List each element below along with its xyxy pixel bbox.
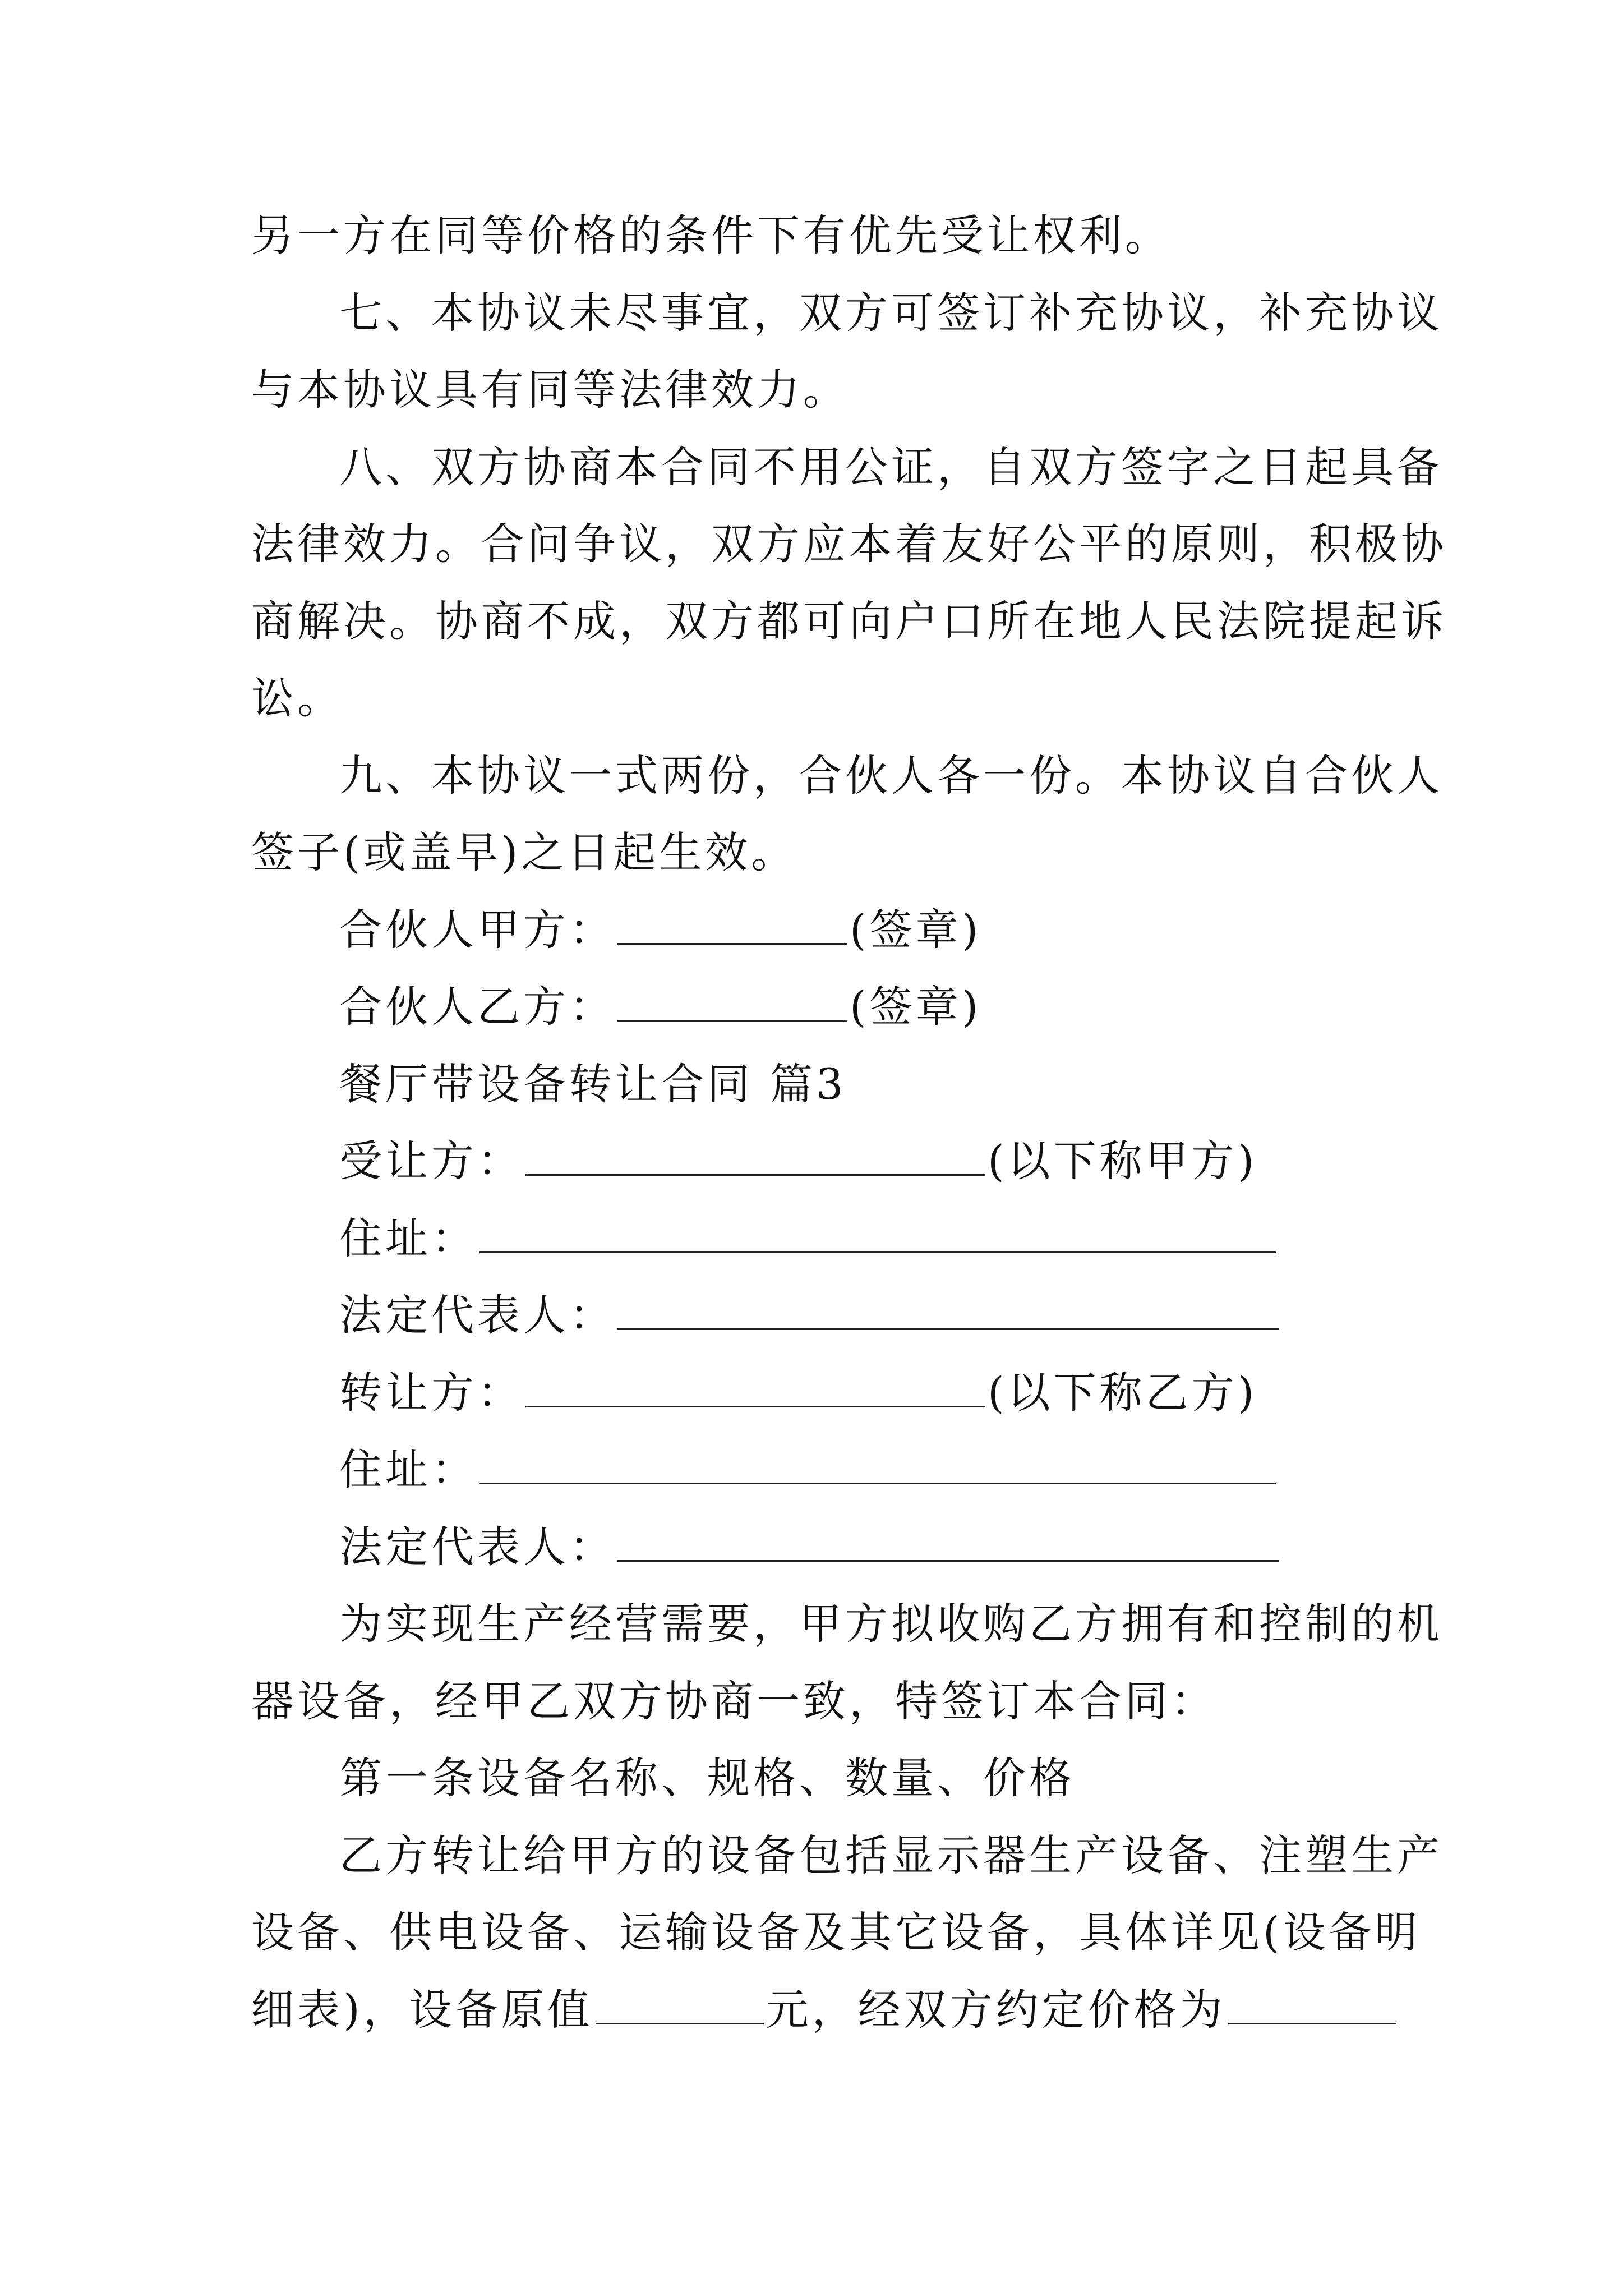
seal-note: (签章) [850, 905, 982, 955]
transferee-blank[interactable] [525, 1135, 985, 1176]
paragraph-line: 九、本协议一式两份，合伙人各一份。本协议自合伙人 [339, 751, 1443, 800]
paragraph-line: 设备、供电设备、运输设备及其它设备，具体详见(设备明 [251, 1907, 1421, 1957]
paragraph-line: 为实现生产经营需要，甲方拟收购乙方拥有和控制的机 [339, 1599, 1443, 1649]
legal-rep-blank[interactable] [617, 1289, 1279, 1330]
legal-rep-blank[interactable] [617, 1521, 1279, 1562]
article-heading: 第一条设备名称、规格、数量、价格 [339, 1753, 1075, 1803]
agreed-price-blank[interactable] [1228, 1984, 1396, 2024]
paragraph-line: 八、双方协商本合同不用公证，自双方签字之日起具备 [339, 442, 1443, 492]
field-label: 法定代表人： [339, 1290, 615, 1340]
transferor-row [339, 1365, 1257, 1421]
paragraph-line: 乙方转让给甲方的设备包括显示器生产设备、注塑生产 [339, 1830, 1443, 1880]
signature-party-a [339, 902, 981, 958]
field-note: (以下称甲方) [988, 1136, 1258, 1186]
signature-label: 合伙人甲方： [339, 905, 615, 955]
field-label: 转让方： [339, 1368, 523, 1418]
paragraph-line: 另一方在同等价格的条件下有优先受让权利。 [251, 210, 1171, 260]
paragraph-line: 签子(或盖早)之日起生效。 [251, 827, 797, 877]
signature-blank[interactable] [617, 904, 847, 945]
field-note: (以下称乙方) [988, 1368, 1258, 1418]
price-text: 元，经双方约定价格为 [766, 1985, 1226, 2035]
transferee-address-row [339, 1211, 1278, 1267]
transferee-legal-rep-row [339, 1287, 1281, 1343]
paragraph-line: 七、本协议未尽事宜，双方可签订补充协议，补充协议 [339, 288, 1443, 338]
price-text: 细表)，设备原值 [251, 1985, 593, 2035]
signature-label: 合伙人乙方： [339, 982, 615, 1032]
paragraph-line: 器设备，经甲乙双方协商一致，特签订本合同： [251, 1676, 1217, 1726]
field-label: 住址： [339, 1444, 477, 1494]
paragraph-line: 法律效力。合问争议，双方应本着友好公平的原则，积极协 [251, 519, 1447, 569]
transferor-address-row [339, 1442, 1278, 1498]
transferor-legal-rep-row [339, 1519, 1281, 1575]
section-heading: 餐厅带设备转让合同 篇3 [339, 1059, 847, 1109]
paragraph-line: 商解决。协商不成，双方都可向户口所在地人民法院提起诉 [251, 596, 1447, 646]
original-value-blank[interactable] [596, 1984, 764, 2024]
signature-blank[interactable] [617, 981, 847, 1022]
transferor-blank[interactable] [525, 1366, 985, 1407]
signature-party-b [339, 979, 981, 1035]
transferee-row [339, 1133, 1257, 1189]
paragraph-line: 与本协议具有同等法律效力。 [251, 365, 849, 415]
address-blank[interactable] [479, 1212, 1276, 1253]
seal-note: (签章) [850, 982, 982, 1032]
address-blank[interactable] [479, 1443, 1276, 1484]
paragraph-line: 讼。 [251, 673, 343, 723]
field-label: 住址： [339, 1213, 477, 1263]
field-label: 法定代表人： [339, 1522, 615, 1572]
field-label: 受让方： [339, 1136, 523, 1186]
price-line [251, 1982, 1399, 2038]
